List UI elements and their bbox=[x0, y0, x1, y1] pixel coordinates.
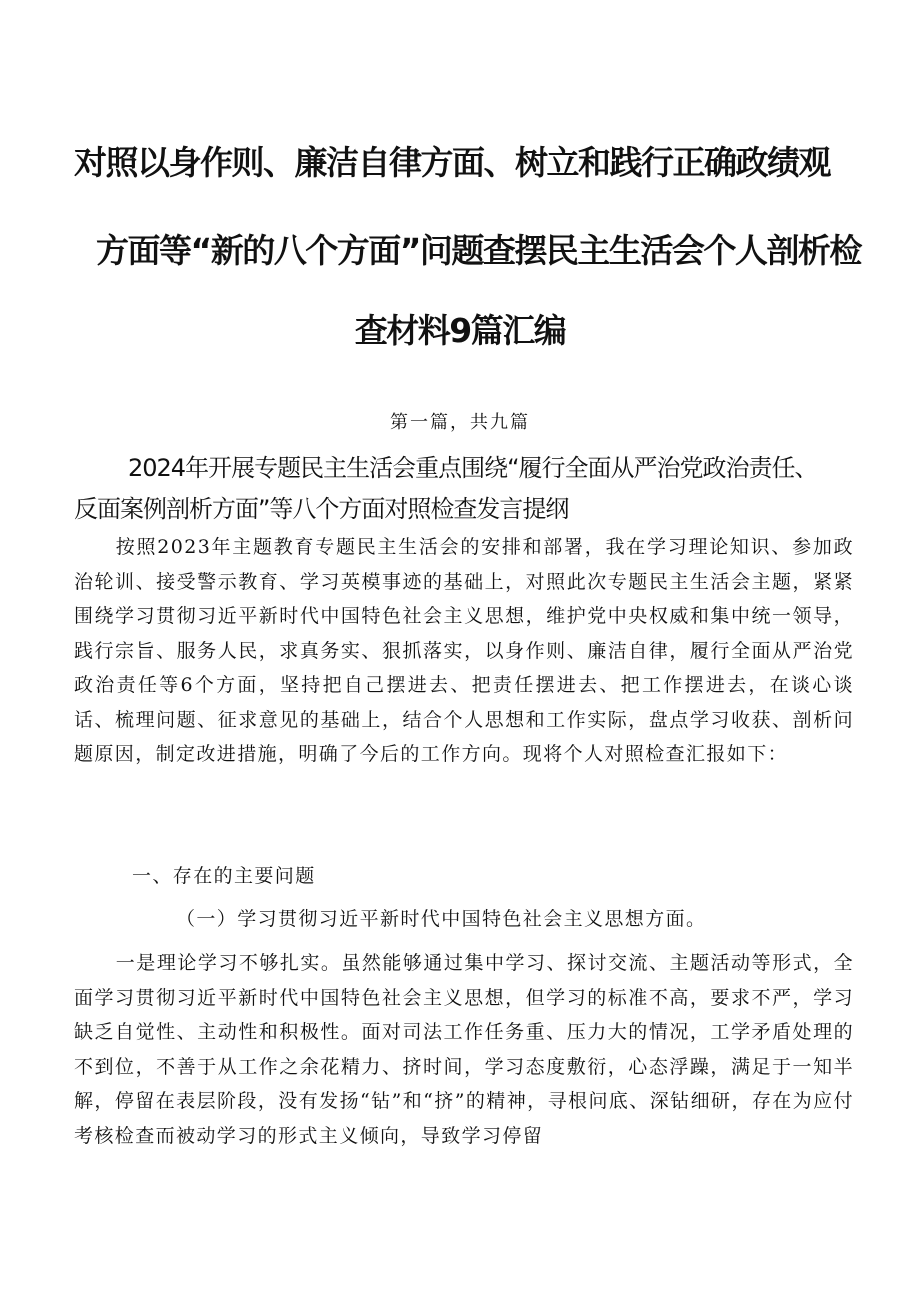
intro-paragraph: 按照2023年主题教育专题民主生活会的安排和部署，我在学习理论知识、参加政治轮训、接受警示教育、学习英模事迹的基础上，对照此次专题民主生活会主题，紧紧围绕学习贯彻习近平新时代中国特色社会主义思想，维护党中央权威和集中统一领导，践行宗旨、服务人民，求真务实、狠抓落实，以身作则、廉洁自律，履行全面从严治党政治责任等6个方面，坚持把自己摆进去、把责任摆进去、把工作摆进去，在谈心谈话、梳理问题、征求意见的基础上，结合个人思想和工作实际，盘点学习收获、剖析问题原因，制定改进措施，明确了今后的工作方向。现将个人对照检查汇报如下： bbox=[74, 536, 854, 765]
section-heading: 一、存在的主要问题 bbox=[132, 865, 316, 887]
document-title-line-3: 查材料9篇汇编 bbox=[354, 311, 566, 350]
subsection-heading: （一）学习贯彻习近平新时代中国特色社会主义思想方面。 bbox=[176, 908, 707, 930]
body-paragraph: 一是理论学习不够扎实。虽然能够通过集中学习、探讨交流、主题活动等形式，全面学习贯彻习近平新时代中国特色社会主义思想，但学习的标准不高，要求不严，学习缺乏自觉性、主动性和积极性。面对司法工作任务重、压力大的情况，工学矛盾处理的不到位，不善于从工作之余花精力、挤时间，学习态度敷衍，心态浮躁，满足于一知半解，停留在表层阶段，没有发扬“钻”和“挤”的精神，寻根问底、深钻细研，存在为应付考核检查而被动学习的形式主义倾向，导致学习停留 bbox=[74, 952, 854, 1147]
subtitle-line-1: 2024年开展专题民主生活会重点围绕“履行全面从严治党政治责任、 bbox=[128, 454, 818, 482]
document-title-line-2: 方面等“新的八个方面”问题查摆民主生活会个人剖析检 bbox=[96, 231, 861, 270]
subtitle-line-2: 反面案例剖析方面”等八个方面对照检查发言提纲 bbox=[74, 495, 569, 523]
part-label: 第一篇，共九篇 bbox=[390, 412, 530, 433]
document-title-line-1: 对照以身作则、廉洁自律方面、树立和践行正确政绩观 bbox=[74, 143, 830, 182]
